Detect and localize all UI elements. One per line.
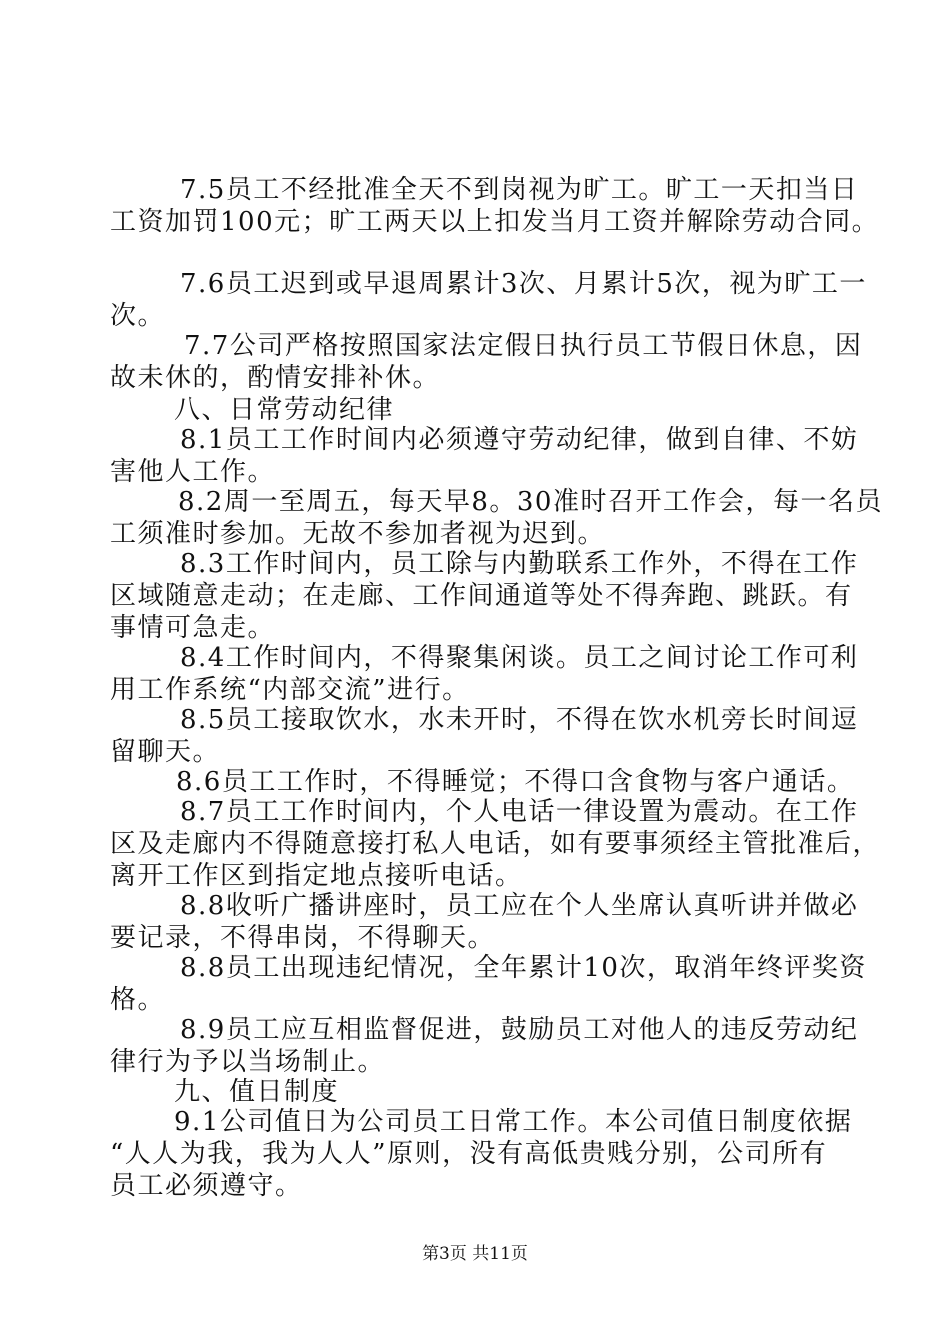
text-line: 8.9员工应互相监督促进，鼓励员工对他人的违反劳动纪 (180, 1015, 859, 1045)
text-line: 7.6员工迟到或早退周累计3次、月累计5次，视为旷工一 (180, 269, 867, 299)
text-line: 事情可急走。 (110, 613, 276, 643)
text-line: 故未休的，酌情安排补休。 (110, 363, 441, 393)
text-line: 员工必须遵守。 (110, 1171, 303, 1201)
text-line: 8.6员工工作时，不得睡觉；不得口含食物与客户通话。 (176, 767, 855, 797)
text-line: 工资加罚100元；旷工两天以上扣发当月工资并解除劳动合同。 (110, 207, 880, 237)
text-line: 律行为予以当场制止。 (110, 1047, 386, 1077)
page-footer: 第3页 共11页 (422, 1244, 528, 1264)
text-line: 8.8收听广播讲座时，员工应在个人坐席认真听讲并做必 (180, 891, 859, 921)
text-line: 离开工作区到指定地点接听电话。 (110, 861, 523, 891)
text-line: 用工作系统“内部交流”进行。 (110, 675, 470, 705)
text-line: 要记录，不得串岗，不得聊天。 (110, 923, 496, 953)
text-line: 九、值日制度 (174, 1077, 340, 1107)
text-line: 9.1公司值日为公司员工日常工作。本公司值日制度依据 (174, 1107, 853, 1137)
text-line: 7.7公司严格按照国家法定假日执行员工节假日休息，因 (184, 331, 863, 361)
text-line: 区及走廊内不得随意接打私人电话，如有要事须经主管批准后， (110, 829, 881, 859)
text-line: 工须准时参加。无故不参加者视为迟到。 (110, 519, 606, 549)
text-line: 7.5员工不经批准全天不到岗视为旷工。旷工一天扣当日 (180, 175, 859, 205)
text-line: 8.2周一至周五，每天早8。30准时召开工作会，每一名员 (178, 487, 883, 517)
text-line: 8.7员工工作时间内，个人电话一律设置为震动。在工作 (180, 797, 859, 827)
text-line: 8.4工作时间内，不得聚集闲谈。员工之间讨论工作可利 (180, 643, 859, 673)
text-line: 留聊天。 (110, 737, 221, 767)
text-line: 8.1员工工作时间内必须遵守劳动纪律，做到自律、不妨 (180, 425, 859, 455)
text-line: “人人为我，我为人人”原则，没有高低贵贱分别，公司所有 (110, 1139, 828, 1169)
text-line: 8.8员工出现违纪情况，全年累计10次，取消年终评奖资 (180, 953, 867, 983)
text-line: 8.3工作时间内，员工除与内勤联系工作外，不得在工作 (180, 549, 859, 579)
text-line: 次。 (110, 301, 166, 331)
text-line: 八、日常劳动纪律 (174, 395, 395, 425)
text-line: 区域随意走动；在走廊、工作间通道等处不得奔跑、跳跃。有 (110, 581, 853, 611)
text-line: 格。 (110, 985, 166, 1015)
text-line: 害他人工作。 (110, 457, 276, 487)
text-line: 8.5员工接取饮水，水未开时，不得在饮水机旁长时间逗 (180, 705, 859, 735)
